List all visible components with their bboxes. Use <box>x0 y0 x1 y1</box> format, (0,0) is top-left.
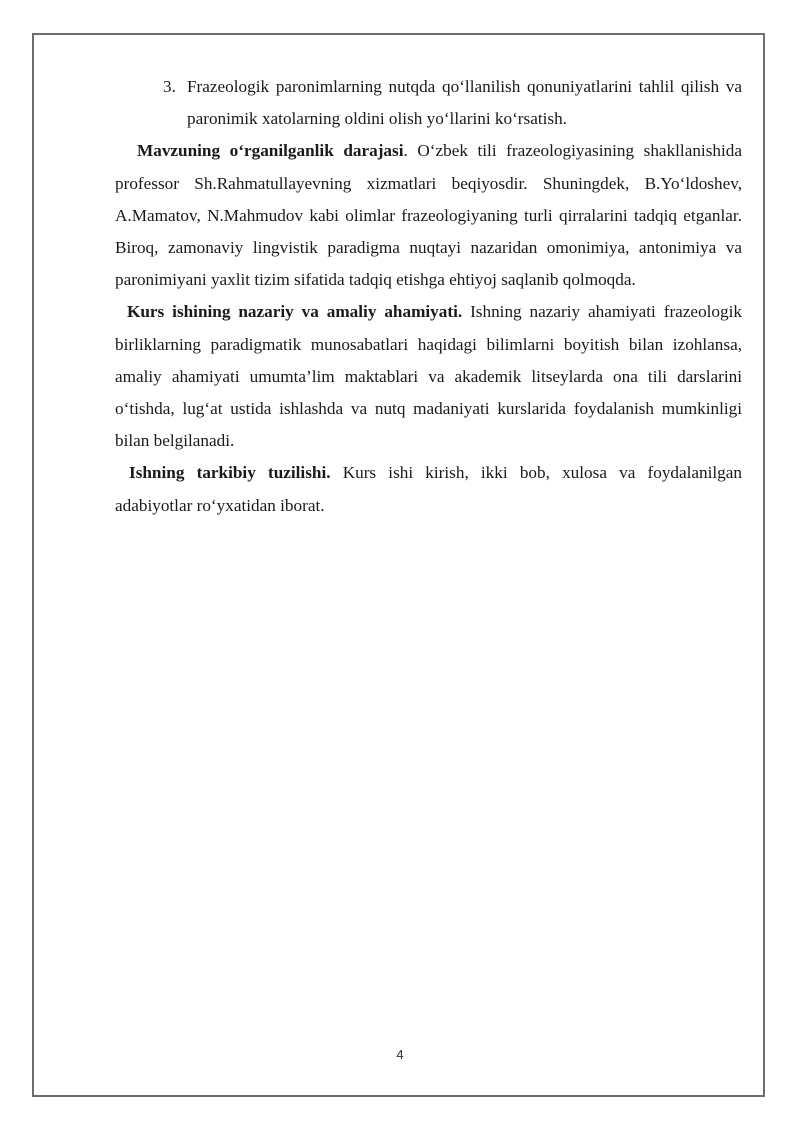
paragraph-heading: Ishning tarkibiy tuzilishi. <box>129 463 331 483</box>
list-item-text: Frazeologik paronimlarning nutqda qo‘llanilish qonuniyatlarini tahlil qilish va paronimik xatolarning oldini olish yo‘llarini ko‘rsatish. <box>187 77 742 129</box>
document-body <box>115 71 742 522</box>
page-number: 4 <box>396 1047 404 1062</box>
paragraph-study-degree <box>115 135 742 296</box>
paragraph-text: . O‘zbek tili frazeologiyasining shakllanishida professor Sh.Rahmatullayevning xizmatlari beqiyosdir. Shuningdek, B.Yo‘ldoshev, A.Mamatov, N.Mahmudov kabi olimlar frazeologiyaning turli qirralarini tadqiq etganlar. Biroq, zamonaviy lingvistik paradigma nuqtayi nazaridan omonimiya, antonimiya va paronimiyani yaxlit tizim sifatida tadqiq etishga ehtiyoj saqlanib qolmoqda. <box>115 141 742 290</box>
paragraph-significance <box>115 296 742 457</box>
paragraph-text: Kurs ishi kirish, ikki bob, xulosa va foydalanilgan adabiyotlar ro‘yxatidan iborat. <box>115 463 743 515</box>
numbered-list-item <box>163 71 742 135</box>
paragraph-structure <box>115 457 742 521</box>
paragraph-heading: Mavzuning o‘rganilganlik darajasi <box>137 141 404 161</box>
paragraph-heading: Kurs ishining nazariy va amaliy ahamiyati. <box>127 302 463 322</box>
list-item-number: 3. <box>163 77 176 96</box>
paragraph-text: Ishning nazariy ahamiyati frazeologik birliklarning paradigmatik munosabatlari haqidagi bilimlarni boyitish bilan izohlansa, amaliy ahamiyati umumta’lim maktablari va akademik litseylarda ona tili darslarini o‘tishda, lug‘at ustida ishlashda va nutq madaniyati kurslarida foydalanish mumkinligi bilan belgilanadi. <box>115 302 742 451</box>
